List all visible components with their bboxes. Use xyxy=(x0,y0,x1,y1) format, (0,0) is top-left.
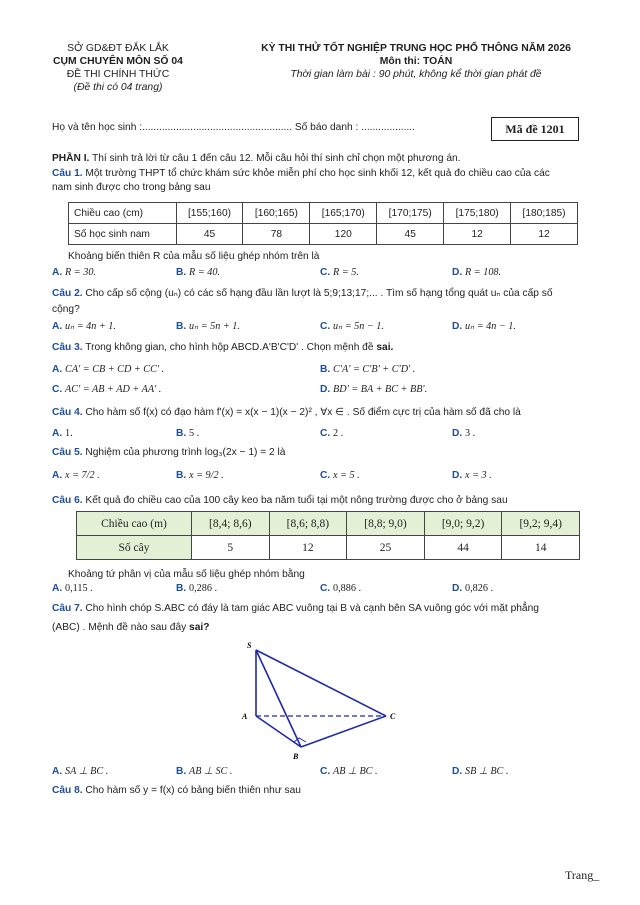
q4-b-label: B. xyxy=(176,428,187,439)
q4-label: Câu 4. xyxy=(52,407,83,418)
q4-a-label: A. xyxy=(52,428,63,439)
q4-option-b[interactable] xyxy=(176,428,199,439)
q6-v1: 12 xyxy=(269,536,347,560)
q1-a-text: R = 30. xyxy=(65,267,96,278)
q3-option-c[interactable] xyxy=(52,384,161,395)
pyramid-figure xyxy=(228,638,404,764)
q2-a-text: uₙ = 4n + 1. xyxy=(65,321,116,332)
q3-text: Trong không gian, cho hình hộp ABCD.A'B'C'D' . Chọn mệnh đề xyxy=(82,342,377,353)
q6-h0: Chiều cao (m) xyxy=(77,512,192,536)
q3-a-text: CA' = CB + CD + CC' . xyxy=(65,364,165,375)
q5-a-label: A. xyxy=(52,470,63,481)
q4-stem xyxy=(52,406,610,419)
q6-h1: [8,4; 8,6) xyxy=(192,512,270,536)
label-b: B xyxy=(293,752,299,761)
q1-h4: [170;175) xyxy=(377,203,444,224)
q6-h5: [9,2; 9,4) xyxy=(502,512,580,536)
q1-v3: 45 xyxy=(377,224,444,245)
q7-option-c[interactable] xyxy=(320,766,378,777)
q7-stem-cont xyxy=(52,621,610,634)
q6-c-label: C. xyxy=(320,583,331,594)
q3-label: Câu 3. xyxy=(52,342,83,353)
q7-a-text: SA ⊥ BC . xyxy=(65,766,109,777)
q7-b-text: AB ⊥ SC . xyxy=(189,766,233,777)
q6-text: Kết quả đo chiều cao của 100 cây keo ba năm tuổi tại một nông trường được cho ở bảng sau xyxy=(82,495,508,506)
q4-c-label: C. xyxy=(320,428,331,439)
page-count: (Đề thi có 04 trang) xyxy=(73,82,163,93)
q5-text: Nghiệm của phương trình log₃(2x − 1) = 2 là xyxy=(82,447,286,458)
cluster-name: CỤM CHUYÊN MÔN SỐ 04 xyxy=(53,56,183,67)
q5-option-b[interactable] xyxy=(176,470,224,481)
q1-v1: 78 xyxy=(243,224,310,245)
q1-b-text: R = 40. xyxy=(189,267,220,278)
q2-c-label: C. xyxy=(320,321,331,332)
label-a: A xyxy=(242,712,248,721)
q1-c-text: R = 5. xyxy=(333,267,359,278)
q1-table xyxy=(68,202,578,245)
q6-a-label: A. xyxy=(52,583,63,594)
part1-instructions xyxy=(52,152,610,165)
part1-text: Thí sinh trả lời từ câu 1 đến câu 12. Mỗi câu hỏi thí sinh chỉ chọn một phương án. xyxy=(89,153,461,164)
right-angle-mark xyxy=(294,738,306,742)
q6-stem xyxy=(52,494,610,507)
q1-h1: [155;160) xyxy=(176,203,243,224)
q6-d-text: 0,826 . xyxy=(465,583,494,594)
q1-h5: [175;180) xyxy=(444,203,511,224)
q5-stem xyxy=(52,446,610,459)
q1-v5: 12 xyxy=(511,224,578,245)
q4-text: Cho hàm số f(x) có đạo hàm f'(x) = x(x − 1)(x − 2)² , ∀x ∈ . Số điểm cực trị của hàm số đã cho là xyxy=(82,407,521,418)
part1-title: PHẦN I. xyxy=(52,153,90,164)
q7-stem xyxy=(52,602,610,615)
q6-option-d[interactable] xyxy=(452,583,493,594)
exam-title: KỲ THI THỬ TỐT NGHIỆP TRUNG HỌC PHỔ THÔNG NĂM 2026 xyxy=(261,43,571,54)
q3-b-text: C'A' = C'B' + C'D' . xyxy=(333,364,416,375)
q3-text-bold: sai. xyxy=(376,342,394,353)
label-c: C xyxy=(390,712,396,721)
q6-v3: 44 xyxy=(424,536,502,560)
q6-table xyxy=(76,511,580,560)
q1-stem xyxy=(52,167,610,180)
q5-option-a[interactable] xyxy=(52,470,100,481)
q2-text: Cho cấp số cộng (uₙ) có các số hạng đầu lần lượt là 5;9;13;17;... . Tìm số hạng tổng quát uₙ của cấp số xyxy=(82,288,553,299)
exam-code-box: Mã đề 1201 xyxy=(491,117,579,141)
q6-table-row xyxy=(77,536,580,560)
q3-c-text: AC' = AB + AD + AA' . xyxy=(65,384,162,395)
q1-b-label: B. xyxy=(176,267,187,278)
q7-d-label: D. xyxy=(452,766,463,777)
q1-d-label: D. xyxy=(452,267,463,278)
q3-option-d[interactable] xyxy=(320,384,427,395)
q7-d-text: SB ⊥ BC . xyxy=(465,766,509,777)
q3-option-a[interactable] xyxy=(52,364,164,375)
q7-text-bold: sai? xyxy=(189,622,210,633)
q2-b-label: B. xyxy=(176,321,187,332)
q4-d-text: 3 . xyxy=(465,428,476,439)
q1-label: Câu 1. xyxy=(52,168,83,179)
q6-v4: 14 xyxy=(502,536,580,560)
q6-row-label: Số cây xyxy=(77,536,192,560)
q1-d-text: R = 108. xyxy=(465,267,502,278)
q8-stem xyxy=(52,784,610,797)
q2-a-label: A. xyxy=(52,321,63,332)
q4-a-text: 1. xyxy=(65,428,73,439)
q5-c-label: C. xyxy=(320,470,331,481)
q7-c-label: C. xyxy=(320,766,331,777)
q5-label: Câu 5. xyxy=(52,447,83,458)
q7-text: Cho hình chóp S.ABC có đáy là tam giác ABC vuông tại B và cạnh bên SA vuông góc với mặt phẳng xyxy=(82,603,539,614)
q5-d-text: x = 3 . xyxy=(465,470,492,481)
q1-h3: [165;170) xyxy=(310,203,377,224)
subject: Môn thi: TOÁN xyxy=(379,56,453,67)
q5-option-d[interactable] xyxy=(452,470,492,481)
q7-text-b: (ABC) . Mệnh đề nào sau đây xyxy=(52,622,190,633)
q1-row-label: Số học sinh nam xyxy=(69,224,177,245)
q1-stem-cont: nam sinh được cho trong bảng sau xyxy=(52,182,211,193)
q4-b-text: 5 . xyxy=(189,428,200,439)
q1-h2: [160;165) xyxy=(243,203,310,224)
q3-c-label: C. xyxy=(52,384,63,395)
header-left xyxy=(38,42,198,94)
q1-v4: 12 xyxy=(444,224,511,245)
q7-a-label: A. xyxy=(52,766,63,777)
q3-stem xyxy=(52,341,610,354)
q6-prompt: Khoảng tứ phân vị của mẫu số liệu ghép nhóm bằng xyxy=(68,569,305,580)
q2-d-label: D. xyxy=(452,321,463,332)
q5-d-label: D. xyxy=(452,470,463,481)
q2-option-c[interactable] xyxy=(320,321,384,332)
student-info-line: Họ và tên học sinh :..................................................... Số báo danh : ................... xyxy=(52,122,415,133)
q3-a-label: A. xyxy=(52,364,63,375)
q1-h6: [180;185) xyxy=(511,203,578,224)
q3-option-b[interactable] xyxy=(320,364,415,375)
q5-c-text: x = 5 . xyxy=(333,470,360,481)
q6-h3: [8,8; 9,0) xyxy=(347,512,425,536)
q2-c-text: uₙ = 5n − 1. xyxy=(333,321,384,332)
q2-b-text: uₙ = 5n + 1. xyxy=(189,321,240,332)
q1-v0: 45 xyxy=(176,224,243,245)
q6-b-text: 0,286 . xyxy=(189,583,218,594)
q1-option-b[interactable] xyxy=(176,267,220,278)
q6-d-label: D. xyxy=(452,583,463,594)
page-footer: Trang_ xyxy=(565,868,600,882)
q6-table-header xyxy=(77,512,580,536)
q6-c-text: 0,886 . xyxy=(333,583,362,594)
q8-label: Câu 8. xyxy=(52,785,83,796)
q2-stem-cont: cộng? xyxy=(52,304,80,315)
dept-name: SỞ GD&ĐT ĐẮK LẮK xyxy=(67,43,169,54)
q6-v0: 5 xyxy=(192,536,270,560)
header-right xyxy=(232,42,600,81)
q1-option-c[interactable] xyxy=(320,267,359,278)
q7-option-d[interactable] xyxy=(452,766,508,777)
q6-option-a[interactable] xyxy=(52,583,93,594)
q5-b-label: B. xyxy=(176,470,187,481)
q5-a-text: x = 7/2 . xyxy=(65,470,100,481)
q7-c-text: AB ⊥ BC . xyxy=(333,766,378,777)
q2-option-d[interactable] xyxy=(452,321,516,332)
q5-option-c[interactable] xyxy=(320,470,360,481)
q1-prompt: Khoảng biến thiên R của mẫu số liệu ghép nhóm trên là xyxy=(68,251,320,262)
q2-stem xyxy=(52,287,610,300)
q4-d-label: D. xyxy=(452,428,463,439)
q2-d-text: uₙ = 4n − 1. xyxy=(465,321,516,332)
q7-option-b[interactable] xyxy=(176,766,232,777)
q4-option-c[interactable] xyxy=(320,428,343,439)
q1-option-d[interactable] xyxy=(452,267,501,278)
q4-option-a[interactable] xyxy=(52,428,73,439)
q4-c-text: 2 . xyxy=(333,428,344,439)
q1-table-row xyxy=(69,224,578,245)
q6-b-label: B. xyxy=(176,583,187,594)
q7-b-label: B. xyxy=(176,766,187,777)
q1-table-header xyxy=(69,203,578,224)
edge-sc xyxy=(256,650,386,716)
q6-option-c[interactable] xyxy=(320,583,361,594)
q1-a-label: A. xyxy=(52,267,63,278)
q7-option-a[interactable] xyxy=(52,766,108,777)
q2-label: Câu 2. xyxy=(52,288,83,299)
q2-option-b[interactable] xyxy=(176,321,240,332)
q6-v2: 25 xyxy=(347,536,425,560)
q1-h0: Chiều cao (cm) xyxy=(69,203,177,224)
q1-v2: 120 xyxy=(310,224,377,245)
q6-a-text: 0,115 . xyxy=(65,583,93,594)
q6-label: Câu 6. xyxy=(52,495,83,506)
label-s: S xyxy=(247,641,252,650)
q1-text: Một trường THPT tổ chức khám sức khỏe miễn phí cho học sinh khối 12, kết quả đo chiều cao của các xyxy=(82,168,550,179)
q6-option-b[interactable] xyxy=(176,583,217,594)
q6-h4: [9,0; 9,2) xyxy=(424,512,502,536)
q7-label: Câu 7. xyxy=(52,603,83,614)
q1-option-a[interactable] xyxy=(52,267,96,278)
time-limit: Thời gian làm bài : 90 phút, không kể thời gian phát đề xyxy=(290,69,542,80)
q3-d-label: D. xyxy=(320,384,331,395)
q1-c-label: C. xyxy=(320,267,331,278)
q3-b-label: B. xyxy=(320,364,331,375)
q5-b-text: x = 9/2 . xyxy=(189,470,224,481)
edge-bc xyxy=(301,716,386,747)
q6-h2: [8,6; 8,8) xyxy=(269,512,347,536)
q8-text: Cho hàm số y = f(x) có bảng biến thiên như sau xyxy=(82,785,301,796)
q3-d-text: BD' = BA + BC + BB'. xyxy=(333,384,428,395)
q2-option-a[interactable] xyxy=(52,321,116,332)
q4-option-d[interactable] xyxy=(452,428,475,439)
exam-type: ĐỀ THI CHÍNH THỨC xyxy=(66,69,170,80)
